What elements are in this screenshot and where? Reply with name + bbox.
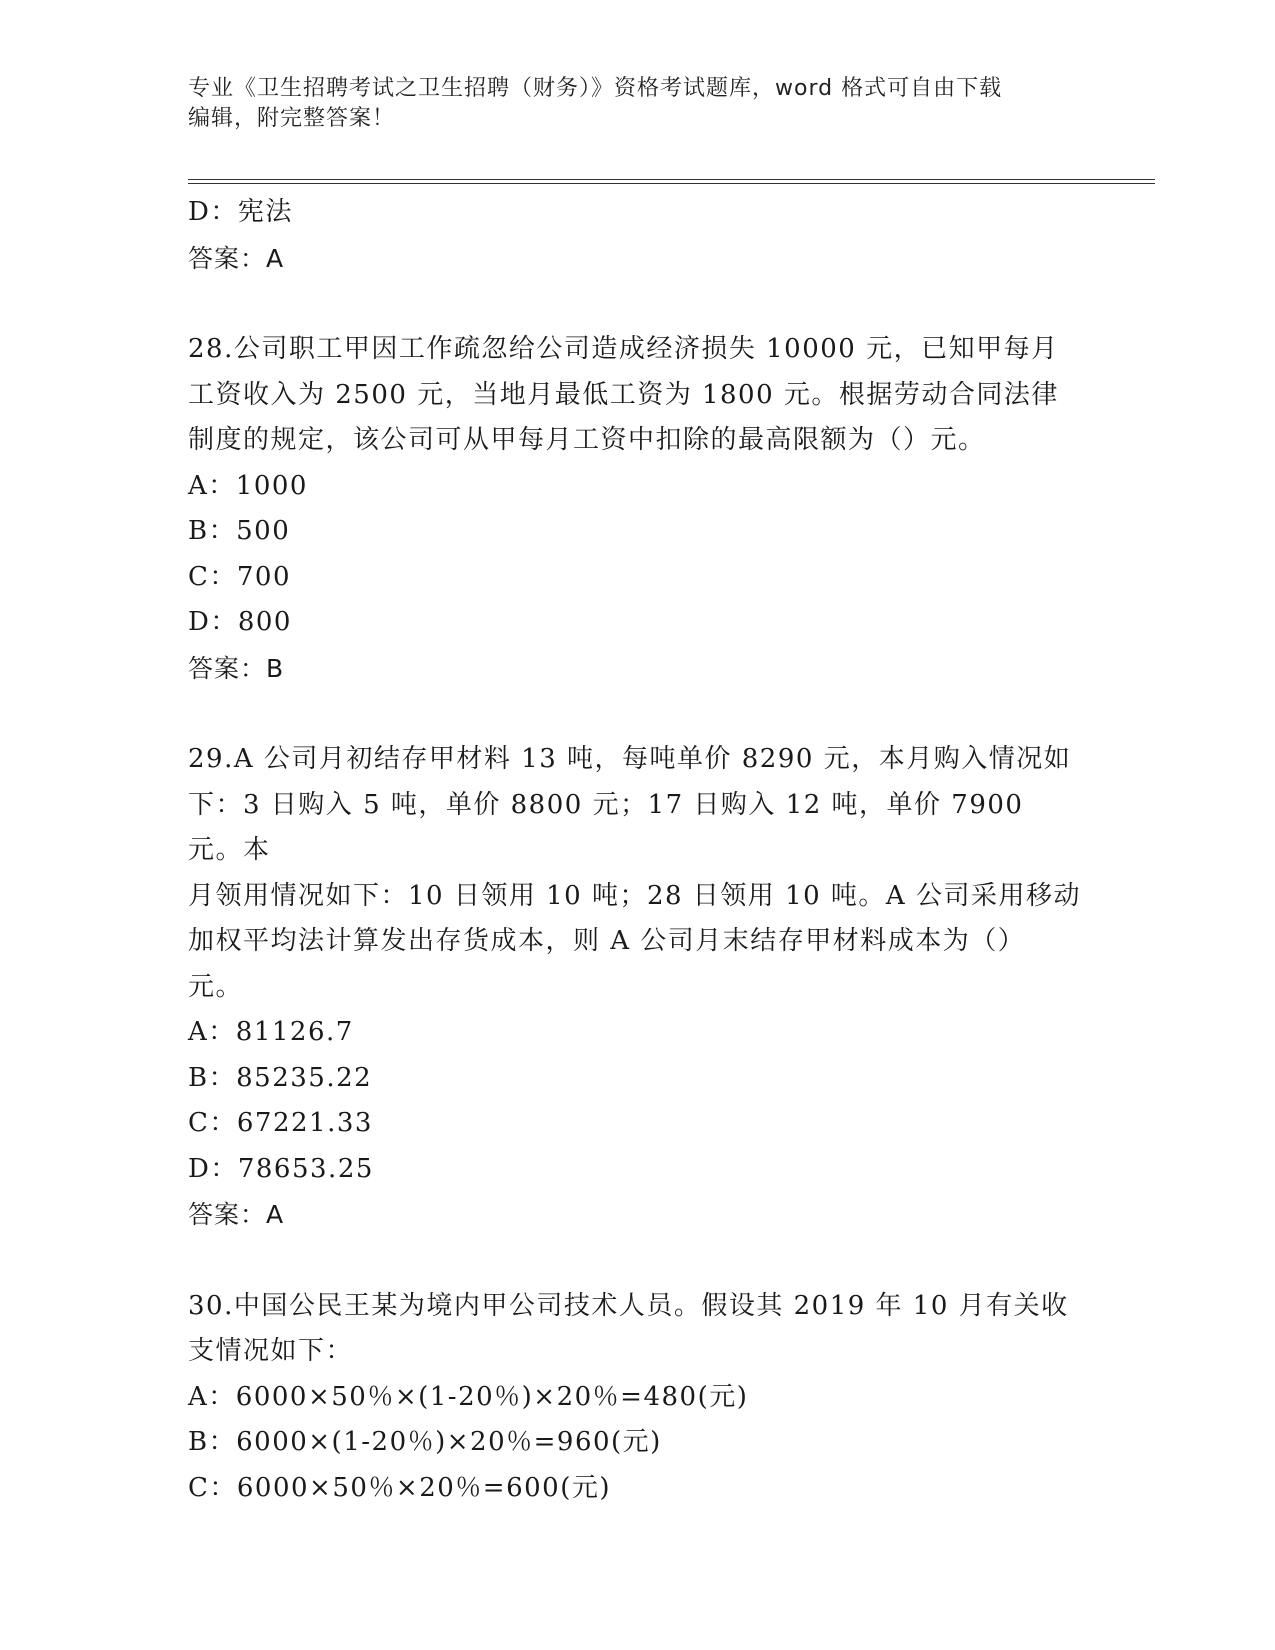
question-29-stem-line: 月领用情况如下：10 日领用 10 吨；28 日领用 10 吨。A 公司采用移动: [188, 880, 1081, 911]
document-header: [188, 74, 1088, 134]
question-29-stem-line: 加权平均法计算发出存货成本，则 A 公司月末结存甲材料成本为（）: [188, 926, 1026, 956]
prev-option-d: D：宪法: [188, 197, 293, 227]
question-30-option-b: B：6000×(1-20％)×20％=960(元): [188, 1427, 662, 1457]
question-29-option-c: C：67221.33: [188, 1108, 373, 1138]
question-29-answer: 答案：A: [188, 1200, 285, 1229]
header-line-2: 编辑，附完整答案！: [188, 106, 396, 131]
question-29-option-a: A：81126.7: [188, 1017, 354, 1047]
question-28-option-d: D：800: [188, 607, 292, 637]
spacer: [188, 691, 1088, 737]
question-30-option-a: A：6000×50％×(1-20％)×20％=480(元): [188, 1381, 749, 1412]
question-28-stem-line: 制度的规定，该公司可从甲每月工资中扣除的最高限额为（）元。: [188, 425, 986, 455]
spacer: [188, 1238, 1088, 1284]
header-divider: [188, 179, 1155, 184]
question-28-option-b: B：500: [188, 516, 291, 546]
prev-answer: 答案：A: [188, 243, 285, 273]
question-28-stem-line: 工资收入为 2500 元，当地月最低工资为 1800 元。根据劳动合同法律: [188, 379, 1059, 410]
header-line-1: 专业《卫生招聘考试之卫生招聘（财务）》资格考试题库，word 格式可自由下载: [188, 76, 1003, 101]
question-28-answer: 答案：B: [188, 653, 285, 683]
question-29-option-b: B：85235.22: [188, 1062, 373, 1093]
question-30-stem-line: 30.中国公民王某为境内甲公司技术人员。假设其 2019 年 10 月有关收: [188, 1290, 1069, 1321]
question-29-stem-line: 元。: [188, 971, 244, 1002]
question-30-option-c: C：6000×50％×20％=600(元): [188, 1472, 611, 1503]
document-body: [188, 190, 1088, 1511]
spacer: [188, 281, 1088, 327]
question-28: [188, 327, 1088, 691]
question-29-stem-line: 29.A 公司月初结存甲材料 13 吨，每吨单价 8290 元，本月购入情况如: [188, 744, 1072, 774]
question-28-option-a: A：1000: [188, 470, 308, 501]
question-29-stem-line: 下：3 日购入 5 吨，单价 8800 元；17 日购入 12 吨，单价 7900 元。本: [188, 789, 1034, 865]
question-28-option-c: C：700: [188, 561, 292, 592]
question-30-stem-line: 支情况如下：: [188, 1336, 354, 1366]
question-30: [188, 1284, 1088, 1512]
question-29-option-d: D：78653.25: [188, 1153, 374, 1184]
question-29: [188, 737, 1088, 1238]
question-28-stem-line: 28.公司职工甲因工作疏忽给公司造成经济损失 10000 元，已知甲每月: [188, 334, 1059, 364]
